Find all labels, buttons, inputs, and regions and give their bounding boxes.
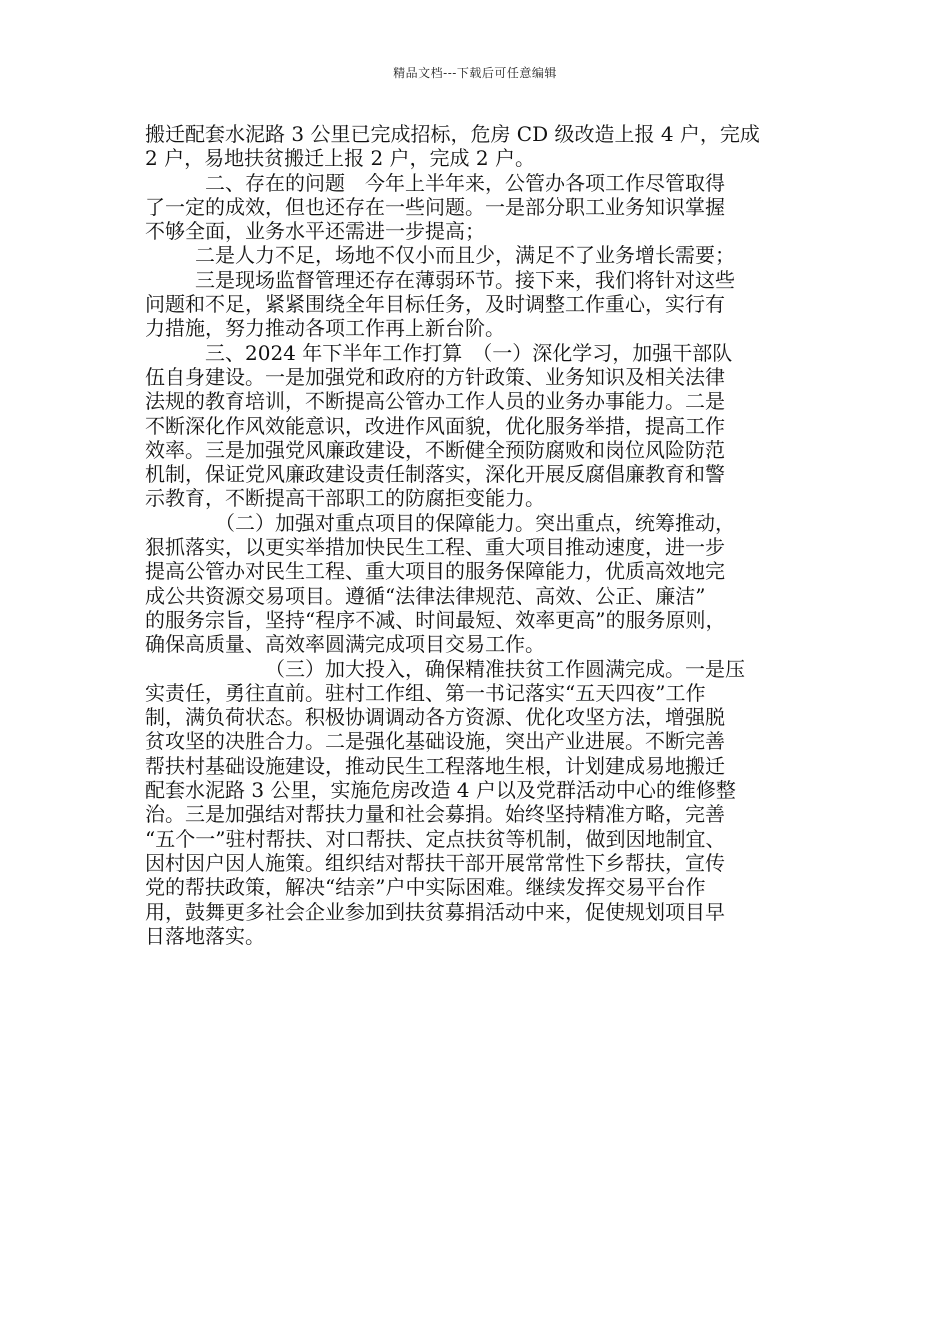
text-line: （三）加大投入，确保精准扶贫工作圆满完成。一是压 xyxy=(265,656,745,681)
text-line: 制，满负荷状态。积极协调调动各方资源、优化攻坚方法，增强脱 xyxy=(145,705,725,730)
text-line: 帮扶村基础设施建设，推动民生工程落地生根，计划建成易地搬迁 xyxy=(145,753,725,778)
text-line: 力措施，努力推动各项工作再上新台阶。 xyxy=(145,316,505,341)
text-line: 示教育，不断提高干部职工的防腐拒变能力。 xyxy=(145,486,545,511)
text-line: 二、存在的问题 今年上半年来，公管办各项工作尽管取得 xyxy=(205,170,725,195)
text-line: 狠抓落实，以更实举措加快民生工程、重大项目推动速度，进一步 xyxy=(145,535,725,560)
text-line: 日落地落实。 xyxy=(145,923,265,948)
text-line: 问题和不足，紧紧围绕全年目标任务，及时调整工作重心，实行有 xyxy=(145,292,725,317)
text-line: 用，鼓舞更多社会企业参加到扶贫募捐活动中来，促使规划项目早 xyxy=(145,899,725,924)
text-line: 配套水泥路 3 公里，实施危房改造 4 户以及党群活动中心的维修整 xyxy=(145,778,736,803)
page-header: 精品文档---下载后可任意编辑 xyxy=(393,66,557,80)
text-line: 机制，保证党风廉政建设责任制落实，深化开展反腐倡廉教育和警 xyxy=(145,462,725,487)
text-line: 提高公管办对民生工程、重大项目的服务保障能力，优质高效地完 xyxy=(145,559,725,584)
text-line: 实责任，勇往直前。驻村工作组、第一书记落实“五天四夜”工作 xyxy=(145,680,706,705)
text-line: 法规的教育培训，不断提高公管办工作人员的业务办事能力。二是 xyxy=(145,389,725,414)
text-line: 2 户，易地扶贫搬迁上报 2 户，完成 2 户。 xyxy=(145,146,535,171)
text-line: 治。三是加强结对帮扶力量和社会募捐。始终坚持精准方略，完善 xyxy=(145,802,725,827)
document-body xyxy=(145,122,825,948)
text-line: 成公共资源交易项目。遵循“法律法律规范、高效、公正、廉洁” xyxy=(145,583,706,608)
text-line: 因村因户因人施策。组织结对帮扶干部开展常常性下乡帮扶，宣传 xyxy=(145,850,725,875)
text-line: “五个一”驻村帮扶、对口帮扶、定点扶贫等机制，做到因地制宜、 xyxy=(145,826,726,851)
text-line: 伍自身建设。一是加强党和政府的方针政策、业务知识及相关法律 xyxy=(145,364,725,389)
text-line: 三是现场监督管理还存在薄弱环节。接下来，我们将针对这些 xyxy=(195,267,735,292)
text-line: 的服务宗旨，坚持“程序不减、时间最短、效率更高”的服务原则， xyxy=(145,607,726,632)
text-line: 三、2024 年下半年工作打算 （一）深化学习，加强干部队 xyxy=(205,340,733,365)
text-line: 搬迁配套水泥路 3 公里已完成招标，危房 CD 级改造上报 4 户，完成 xyxy=(145,122,760,146)
text-line: 确保高质量、高效率圆满完成项目交易工作。 xyxy=(145,632,545,657)
text-line: （二）加强对重点项目的保障能力。突出重点，统筹推动， xyxy=(215,510,735,535)
text-line: 贫攻坚的决胜合力。二是强化基础设施，突出产业进展。不断完善 xyxy=(145,729,725,754)
text-line: 二是人力不足，场地不仅小而且少，满足不了业务增长需要； xyxy=(195,243,735,268)
text-line: 效率。三是加强党风廉政建设，不断健全预防腐败和岗位风险防范 xyxy=(145,437,725,462)
text-line: 不断深化作风效能意识，改进作风面貌，优化服务举措，提高工作 xyxy=(145,413,725,438)
text-line: 不够全面，业务水平还需进一步提高； xyxy=(145,219,485,244)
text-line: 党的帮扶政策，解决“结亲”户中实际困难。继续发挥交易平台作 xyxy=(145,875,706,900)
text-line: 了一定的成效，但也还存在一些问题。一是部分职工业务知识掌握 xyxy=(145,194,725,219)
